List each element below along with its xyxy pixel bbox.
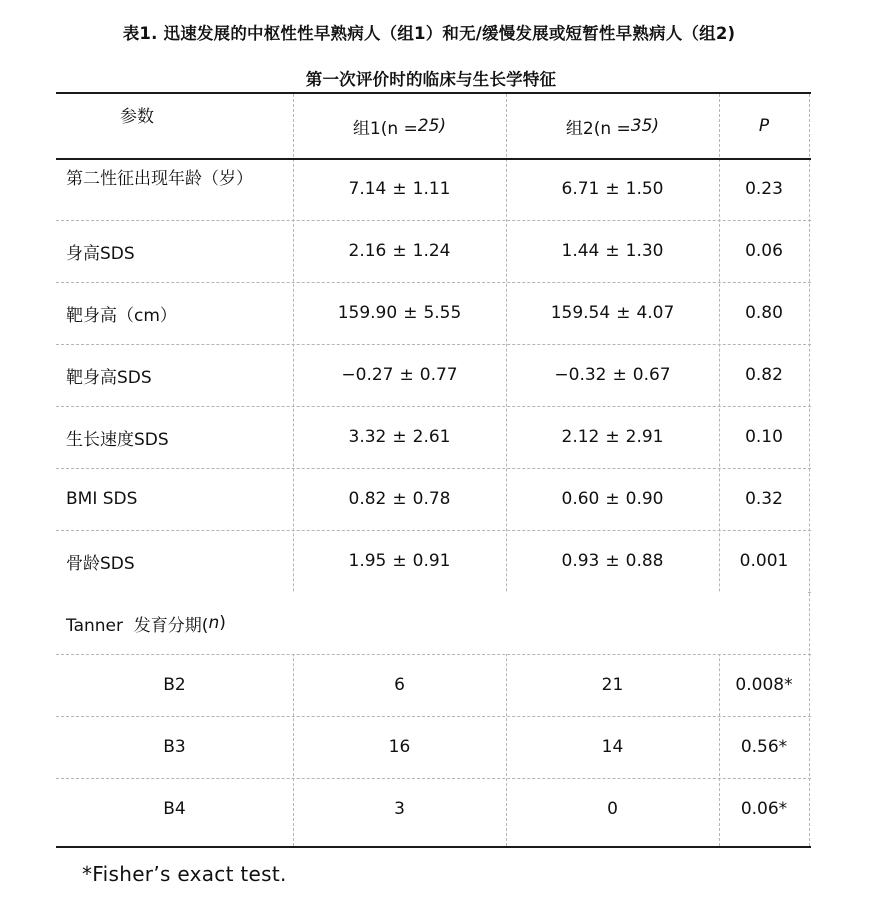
sd-value: 1.30 (625, 241, 664, 261)
tanner-close: ) (219, 613, 226, 633)
sd-value: 0.91 (412, 551, 451, 571)
header-group2-label: 组2(n = (565, 118, 631, 139)
column-divider (809, 94, 810, 846)
plus-minus-sign: ± (399, 365, 414, 385)
tanner-stage: B3 (163, 737, 186, 757)
mean-value: 7.14 (348, 179, 387, 199)
mean-value: 0.93 (561, 551, 600, 571)
sd-value: 0.77 (419, 365, 458, 385)
group2-value (506, 468, 719, 530)
mean-value: 2.12 (561, 427, 600, 447)
group1-value (293, 344, 506, 406)
group2-value (506, 220, 719, 282)
group2-count: 14 (601, 737, 624, 757)
header-group1-label: 组1(n = (352, 118, 418, 139)
group2-value (506, 344, 719, 406)
row-label: 骨龄SDS (66, 553, 135, 574)
group1-value (293, 282, 506, 344)
header-param: 参数 (120, 107, 154, 127)
plus-minus-sign: ± (403, 303, 418, 323)
tanner-heading (56, 592, 806, 654)
plus-minus-sign: ± (612, 365, 627, 385)
group1-count: 16 (388, 737, 411, 757)
group1-count: 3 (394, 799, 405, 819)
mean-value: 6.71 (561, 179, 600, 199)
tanner-n: n (208, 613, 220, 633)
group2-value (506, 158, 719, 220)
plus-minus-sign: ± (392, 241, 407, 261)
group1-value (293, 406, 506, 468)
p-value: 0.56* (740, 737, 788, 757)
row-divider (56, 654, 811, 655)
group2-count: 21 (601, 675, 624, 695)
header-group2 (506, 94, 719, 158)
plus-minus-sign: ± (392, 489, 407, 509)
plus-minus-sign: ± (392, 551, 407, 571)
p-value: 0.06* (740, 799, 788, 819)
tanner-stage: B2 (163, 675, 186, 695)
header-p: P (758, 116, 770, 136)
p-value: 0.06 (745, 241, 783, 261)
group2-value (506, 282, 719, 344)
sd-value: 2.91 (625, 427, 664, 447)
plus-minus-sign: ± (392, 427, 407, 447)
plus-minus-sign: ± (605, 489, 620, 509)
row-label: 身高SDS (66, 243, 135, 264)
group2-value (506, 530, 719, 592)
p-value: 0.23 (745, 179, 783, 199)
p-value: 0.001 (739, 551, 789, 571)
mean-value: −0.27 (341, 365, 394, 385)
sd-value: 2.61 (412, 427, 451, 447)
plus-minus-sign: ± (605, 179, 620, 199)
mean-value: 1.95 (348, 551, 387, 571)
mean-value: 0.82 (348, 489, 387, 509)
mean-value: 3.32 (348, 427, 387, 447)
group2-count: 0 (607, 799, 618, 819)
sd-value: 0.67 (632, 365, 671, 385)
header-group1 (293, 94, 506, 158)
data-table (56, 92, 811, 848)
group2-value (506, 406, 719, 468)
row-label: BMI SDS (66, 489, 138, 509)
plus-minus-sign: ± (605, 241, 620, 261)
plus-minus-sign: ± (605, 427, 620, 447)
sd-value: 1.24 (412, 241, 451, 261)
header-group2-n: 35) (630, 116, 660, 136)
tanner-label: Tanner 发育分期( (66, 615, 209, 636)
p-value: 0.82 (745, 365, 783, 385)
row-label: 生长速度SDS (66, 429, 169, 450)
p-value: 0.80 (745, 303, 783, 323)
sd-value: 0.88 (625, 551, 664, 571)
group1-value (293, 530, 506, 592)
plus-minus-sign: ± (392, 179, 407, 199)
tanner-stage: B4 (163, 799, 186, 819)
sd-value: 1.11 (412, 179, 451, 199)
p-value: 0.32 (745, 489, 783, 509)
table-title: 表1. 迅速发展的中枢性性早熟病人（组1）和无/缓慢发展或短暂性早熟病人（组2) (122, 24, 736, 43)
mean-value: 159.90 (337, 303, 398, 323)
sd-value: 0.90 (625, 489, 664, 509)
group1-value (293, 158, 506, 220)
row-label: 靶身高（cm） (66, 305, 177, 326)
table-subtitle: 第一次评价时的临床与生长学特征 (305, 70, 557, 89)
group1-count: 6 (394, 675, 405, 695)
p-value: 0.008* (735, 675, 793, 695)
sd-value: 5.55 (423, 303, 462, 323)
mean-value: 1.44 (561, 241, 600, 261)
header-group1-n: 25) (417, 116, 447, 136)
sd-value: 0.78 (412, 489, 451, 509)
group1-value (293, 220, 506, 282)
mean-value: 0.60 (561, 489, 600, 509)
mean-value: 2.16 (348, 241, 387, 261)
sd-value: 1.50 (625, 179, 664, 199)
group1-value (293, 468, 506, 530)
footnote: *Fisher’s exact test. (82, 862, 287, 886)
plus-minus-sign: ± (605, 551, 620, 571)
mean-value: 159.54 (550, 303, 611, 323)
p-value: 0.10 (745, 427, 783, 447)
sd-value: 4.07 (636, 303, 675, 323)
plus-minus-sign: ± (616, 303, 631, 323)
row-label: 第二性征出现年龄（岁） (66, 169, 253, 189)
row-label: 靶身高SDS (66, 367, 152, 388)
mean-value: −0.32 (554, 365, 607, 385)
